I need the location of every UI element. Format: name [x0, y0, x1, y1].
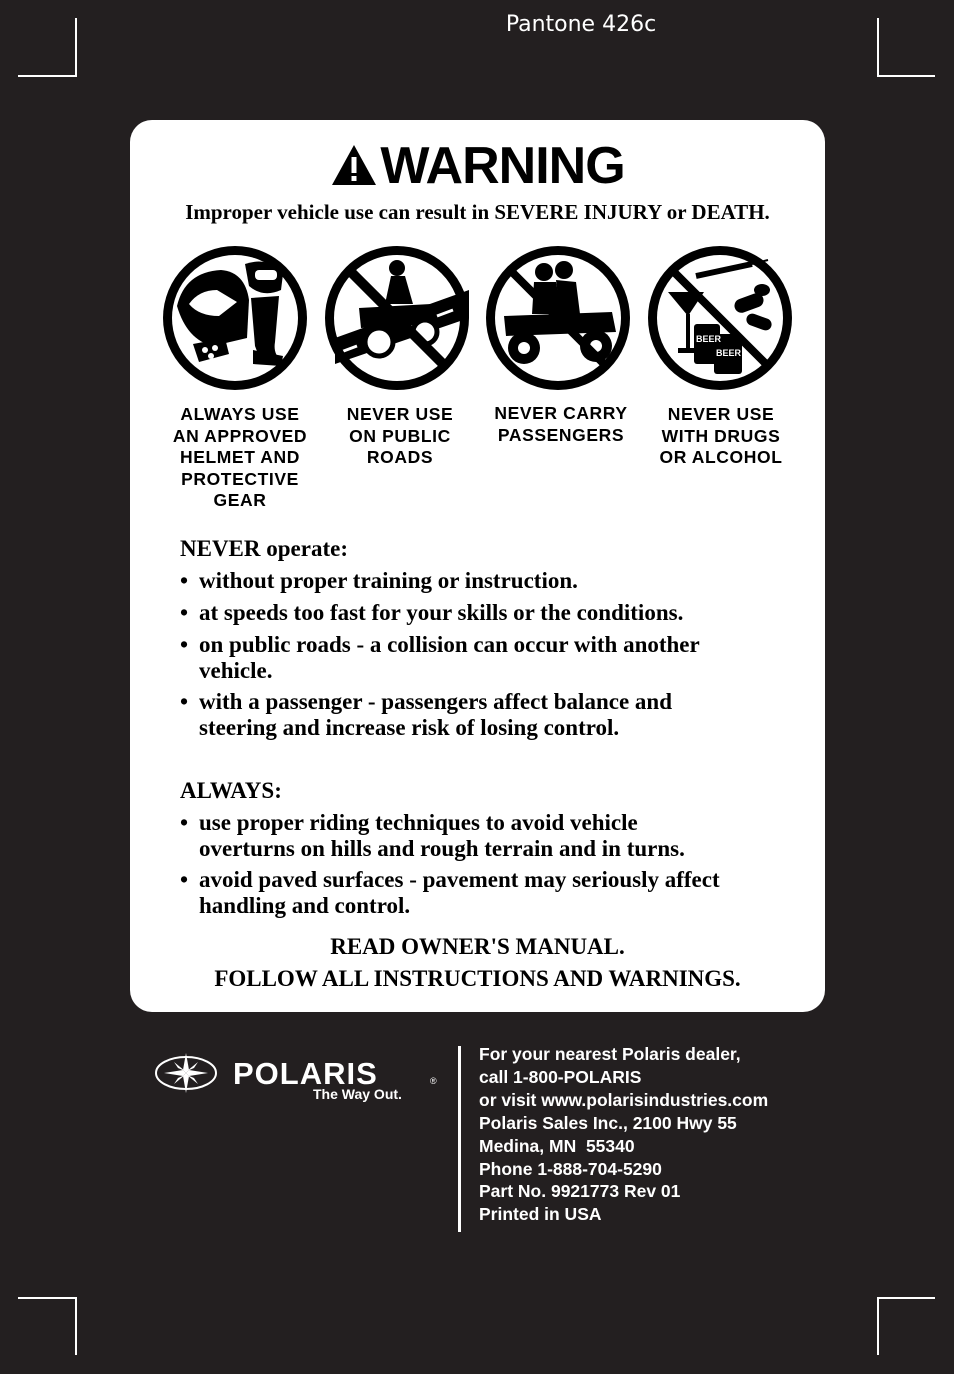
crop-mark-br-h — [877, 1297, 935, 1299]
warning-triangle-icon — [330, 143, 378, 187]
no-drugs-alcohol-icon — [644, 242, 796, 394]
warning-title-text: WARNING — [380, 137, 625, 195]
dealer-line-6: Phone 1-888-704-5290 — [479, 1158, 662, 1179]
brand-tagline: The Way Out. — [313, 1086, 402, 1102]
no-passengers-icon — [482, 242, 634, 394]
crop-mark-tl-h — [18, 75, 77, 77]
bullet-dot: • — [180, 568, 189, 593]
bullet-dot: • — [180, 600, 189, 625]
closing-line-2: FOLLOW ALL INSTRUCTIONS AND WARNINGS. — [214, 966, 741, 991]
pantone-note: Pantone 426c — [505, 12, 657, 37]
never-item-3: • on public roads - a collision can occur with another vehicle. — [180, 632, 700, 683]
dealer-line-1: For your nearest Polaris dealer, — [479, 1044, 741, 1064]
dealer-line-4: Polaris Sales Inc., 2100 Hwy 55 — [479, 1112, 737, 1133]
bullet-dot: • — [180, 867, 189, 892]
closing-line-1: READ OWNER'S MANUAL. — [330, 934, 625, 959]
always-item-1: • use proper riding techniques to avoid vehicle overturns on hills and rough terrain and in turns. — [180, 810, 685, 861]
helmet-gear-icon — [159, 242, 311, 394]
no-public-roads-icon — [321, 242, 473, 394]
dealer-line-5: Medina, MN 55340 — [479, 1135, 635, 1156]
caption-helmet: ALWAYS USE AN APPROVED HELMET AND PROTECTIVE GEAR — [172, 404, 308, 510]
never-item-2: • at speeds too fast for your skills or the conditions. — [180, 600, 684, 625]
never-item-4: • with a passenger - passengers affect balance and steering and increase risk of losing control. — [180, 689, 672, 740]
crop-mark-bl-v — [75, 1297, 77, 1355]
bullet-dot: • — [180, 810, 189, 835]
caption-passengers: NEVER CARRY PASSENGERS — [494, 403, 628, 445]
footer-divider — [458, 1046, 461, 1232]
dealer-info — [479, 1043, 819, 1226]
polaris-logo — [155, 1050, 440, 1110]
bullet-dot: • — [180, 632, 189, 657]
dealer-line-3: or visit www.polarisindustries.com — [479, 1089, 769, 1110]
warning-title — [130, 138, 825, 194]
beer-can-label-1: BEER — [696, 334, 722, 344]
crop-mark-br-v — [877, 1297, 879, 1355]
warning-panel — [130, 120, 825, 1012]
always-item-2: • avoid paved surfaces - pavement may seriously affect handling and control. — [180, 867, 720, 918]
warning-subtitle: Improper vehicle use can result in SEVERE INJURY or DEATH. — [185, 200, 770, 224]
dealer-line-8: Printed in USA — [479, 1204, 602, 1225]
beer-can-label-2: BEER — [716, 348, 742, 358]
crop-mark-bl-h — [18, 1297, 77, 1299]
dealer-line-2: call 1-800-POLARIS — [479, 1066, 642, 1087]
dealer-line-7: Part No. 9921773 Rev 01 — [479, 1181, 681, 1202]
bullet-dot: • — [180, 689, 189, 714]
never-heading: NEVER operate: — [180, 536, 348, 561]
registered-mark: ® — [430, 1076, 437, 1086]
crop-mark-tr-h — [877, 75, 935, 77]
brand-name: POLARIS — [233, 1056, 378, 1091]
always-heading: ALWAYS: — [180, 778, 282, 803]
caption-drugs-alcohol: NEVER USE WITH DRUGS OR ALCOHOL — [659, 404, 783, 467]
caption-public-roads: NEVER USE ON PUBLIC ROADS — [346, 404, 454, 467]
never-item-1: • without proper training or instruction. — [180, 568, 578, 593]
